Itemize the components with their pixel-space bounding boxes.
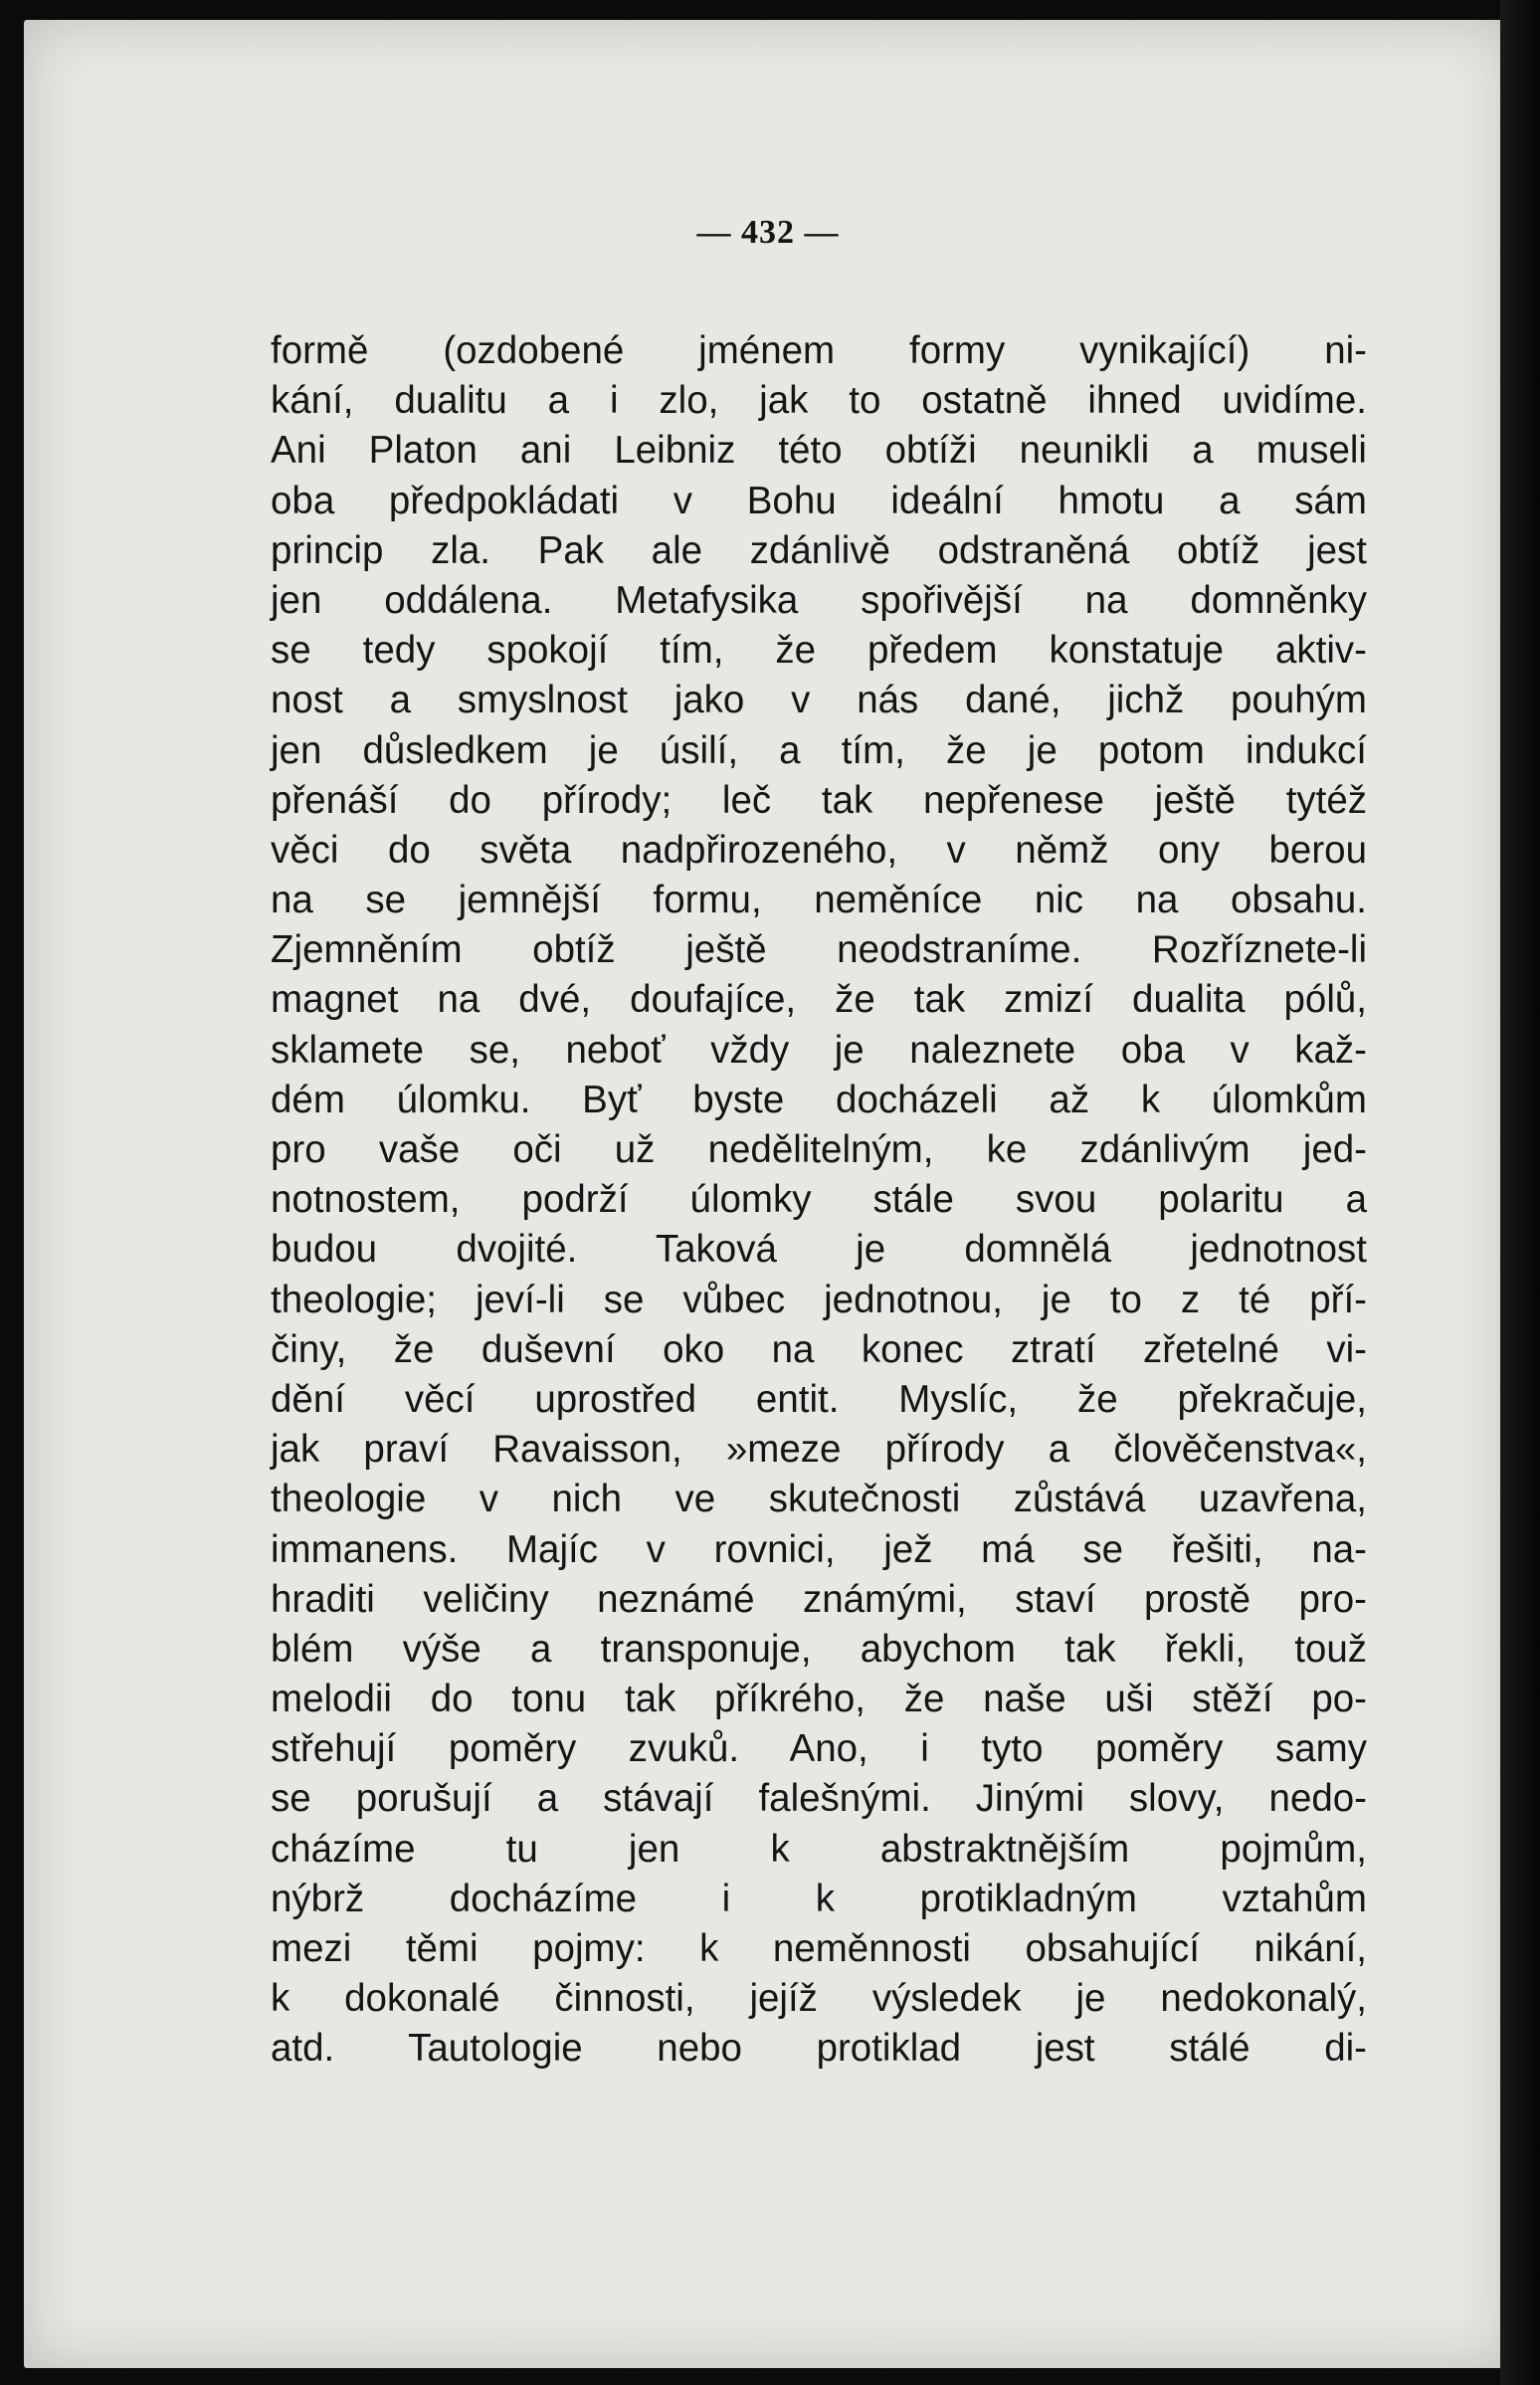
text-line: sklamete se, neboť vždy je naleznete oba v kaž- bbox=[271, 1028, 1367, 1072]
text-line: Zjemněním obtíž ještě neodstraníme. Rozříznete-li bbox=[271, 928, 1367, 972]
scan-border bbox=[1500, 0, 1540, 2385]
text-line: theologie v nich ve skutečnosti zůstává uzavřena, bbox=[271, 1478, 1367, 1521]
text-line: jak praví Ravaisson, »meze přírody a člověčenstva«, bbox=[271, 1428, 1367, 1472]
text-line: jen důsledkem je úsilí, a tím, že je potom indukcí bbox=[271, 728, 1367, 772]
text-line: magnet na dvé, doufajíce, že tak zmizí dualita pólů, bbox=[271, 978, 1367, 1022]
text-line: blém výše a transponuje, abychom tak řekli, touž bbox=[271, 1627, 1367, 1671]
text-line: atd. Tautologie nebo protiklad jest stálé di- bbox=[271, 2027, 1367, 2071]
text-line: mezi těmi pojmy: k neměnnosti obsahující nikání, bbox=[271, 1927, 1367, 1970]
text-line: melodii do tonu tak příkrého, že naše uši stěží po- bbox=[271, 1678, 1367, 1721]
text-line: činy, že duševní oko na konec ztratí zřetelné vi- bbox=[271, 1327, 1367, 1371]
text-line: se porušují a stávají falešnými. Jinými slovy, nedo- bbox=[271, 1777, 1367, 1821]
text-line: dění věcí uprostřed entit. Myslíc, že překračuje, bbox=[271, 1377, 1367, 1421]
text-line: immanens. Majíc v rovnici, jež má se řešiti, na- bbox=[271, 1527, 1367, 1571]
text-line: Ani Platon ani Leibniz této obtíži neunikli a museli bbox=[271, 429, 1367, 473]
text-line: hraditi veličiny neznámé známými, staví prostě pro- bbox=[271, 1577, 1367, 1621]
text-line: se tedy spokojí tím, že předem konstatuje aktiv- bbox=[271, 629, 1367, 673]
text-line: k dokonalé činnosti, jejíž výsledek je nedokonalý, bbox=[271, 1977, 1367, 2021]
text-line: dém úlomku. Byť byste docházeli až k úlomkům bbox=[271, 1078, 1367, 1121]
text-line: střehují poměry zvuků. Ano, i tyto poměry samy bbox=[271, 1727, 1367, 1771]
text-line: kání, dualitu a i zlo, jak to ostatně ihned uvidíme. bbox=[271, 379, 1367, 423]
book-page bbox=[24, 20, 1512, 2368]
text-line: princip zla. Pak ale zdánlivě odstraněná obtíž jest bbox=[271, 528, 1367, 572]
text-line: oba předpokládati v Bohu ideální hmotu a sám bbox=[271, 479, 1367, 522]
page-number: — 432 — bbox=[696, 214, 840, 251]
text-line: formě (ozdobené jménem formy vynikající) ni- bbox=[271, 329, 1367, 372]
text-line: budou dvojité. Taková je domnělá jednotnost bbox=[271, 1228, 1367, 1272]
text-line: theologie; jeví-li se vůbec jednotnou, je to z té pří- bbox=[271, 1278, 1367, 1321]
text-line: nost a smyslnost jako v nás dané, jichž pouhým bbox=[271, 679, 1367, 722]
text-line: nýbrž docházíme i k protikladným vztahům bbox=[271, 1877, 1367, 1920]
text-line: přenáší do přírody; leč tak nepřenese ještě tytéž bbox=[271, 778, 1367, 822]
text-line: cházíme tu jen k abstraktnějším pojmům, bbox=[271, 1827, 1367, 1871]
text-line: notnostem, podrží úlomky stále svou polaritu a bbox=[271, 1178, 1367, 1222]
text-line: na se jemnější formu, neměníce nic na obsahu. bbox=[271, 879, 1367, 922]
text-line: jen oddálena. Metafysika spořivější na domněnky bbox=[271, 578, 1367, 622]
body-text bbox=[271, 326, 1367, 2075]
text-line: pro vaše oči už nedělitelným, ke zdánlivým jed- bbox=[271, 1128, 1367, 1171]
text-line: věci do světa nadpřirozeného, v němž ony berou bbox=[271, 828, 1367, 872]
